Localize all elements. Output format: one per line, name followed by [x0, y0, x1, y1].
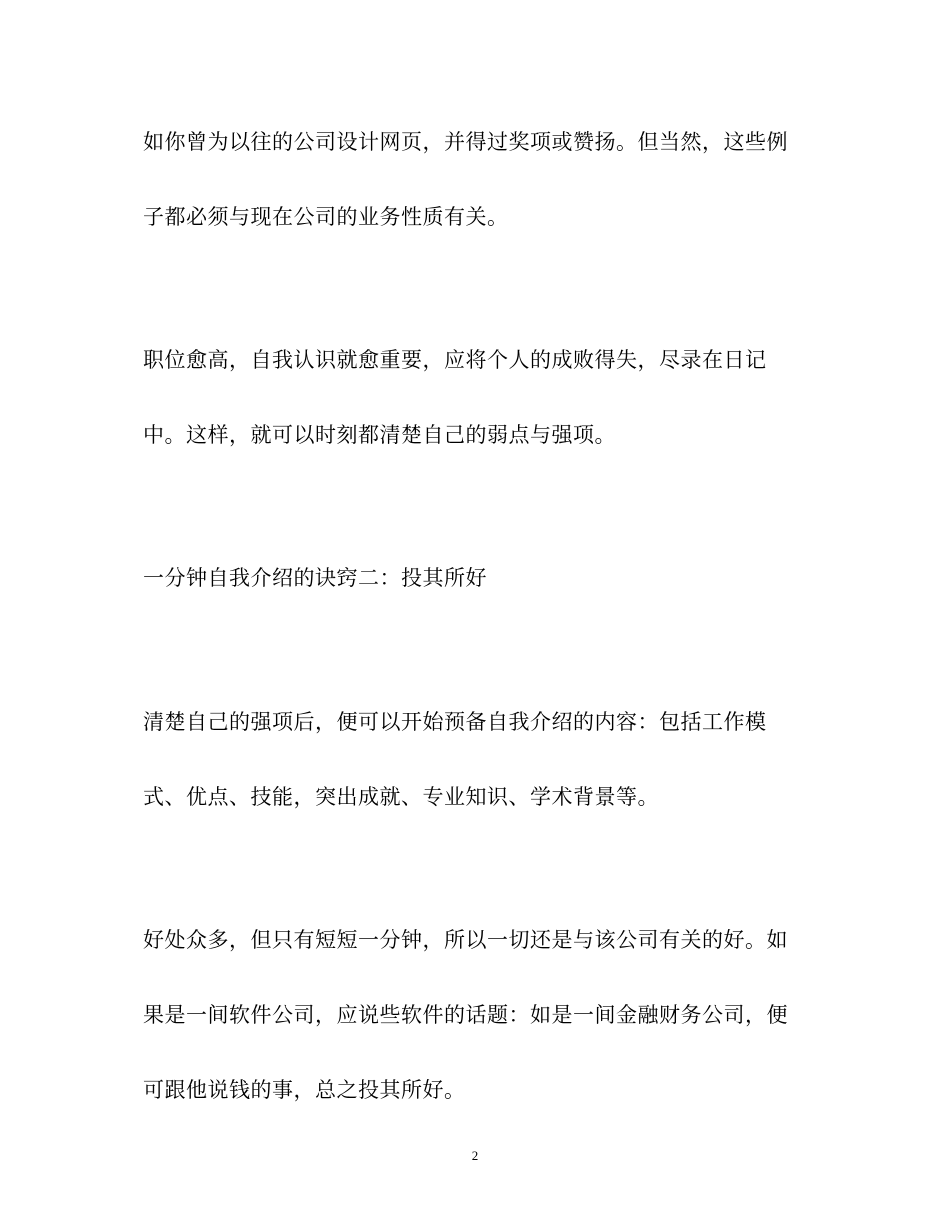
paragraph-1-line-1: 如你曾为以往的公司设计网页，并得过奖项或赞扬。但当然，这些例	[143, 130, 788, 154]
paragraph-4-line-1: 清楚自己的强项后，便可以开始预备自我介绍的内容：包括工作模	[143, 710, 767, 734]
page-number: 2	[471, 1148, 479, 1163]
section-heading: 一分钟自我介绍的诀窍二：投其所好	[143, 566, 487, 590]
paragraph-1-line-2: 子都必须与现在公司的业务性质有关。	[143, 205, 509, 229]
paragraph-2-line-1: 职位愈高，自我认识就愈重要，应将个人的成败得失，尽录在日记	[143, 348, 767, 372]
paragraph-4-line-2: 式、优点、技能，突出成就、专业知识、学术背景等。	[143, 785, 659, 809]
paragraph-5-line-1: 好处众多，但只有短短一分钟，所以一切还是与该公司有关的好。如	[143, 928, 788, 952]
paragraph-2-line-2: 中。这样，就可以时刻都清楚自己的弱点与强项。	[143, 423, 616, 447]
paragraph-5-line-3: 可跟他说钱的事，总之投其所好。	[143, 1078, 466, 1102]
paragraph-5-line-2: 果是一间软件公司，应说些软件的话题：如是一间金融财务公司，便	[143, 1003, 788, 1027]
